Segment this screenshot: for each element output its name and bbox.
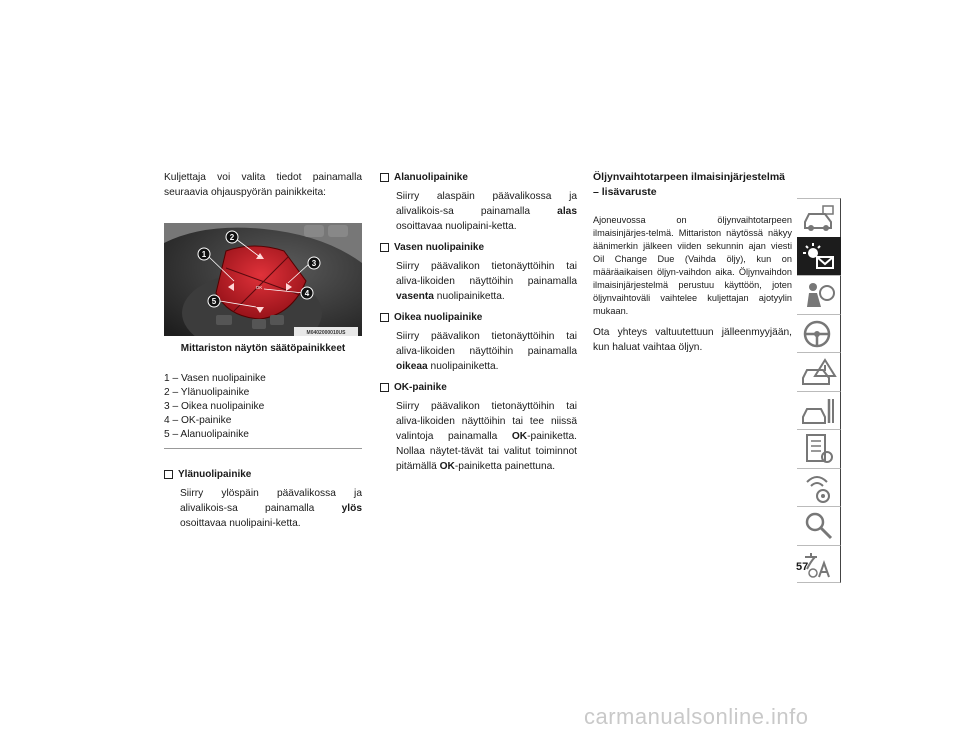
page-number: 57: [796, 561, 809, 573]
marker-3: 3: [311, 259, 317, 268]
tab-multimedia[interactable]: [797, 468, 841, 507]
checkbox-bullet-icon: [380, 383, 389, 392]
marker-5: 5: [211, 297, 217, 306]
legend-item: 2 – Ylänuolipainike: [164, 387, 250, 398]
column-left: [164, 170, 362, 537]
dealer-paragraph: Ota yhteys valtuutettuun jälleenmyyjään, kun haluat vaihtaa öljyn.: [593, 327, 792, 353]
tab-emergency[interactable]: [797, 352, 841, 391]
legend-item: 5 – Alanuolipainike: [164, 429, 249, 440]
airbag-icon: [801, 279, 837, 311]
tab-specs[interactable]: [797, 429, 841, 468]
multimedia-icon: [801, 472, 837, 504]
checkbox-bullet-icon: [380, 173, 389, 182]
column-middle: [380, 170, 577, 480]
tab-car-info[interactable]: [797, 198, 841, 237]
checkbox-bullet-icon: [380, 313, 389, 322]
entry-up-button: [164, 467, 362, 531]
steering-wheel-controls-illustration: [164, 223, 362, 336]
intro-text: Kuljettaja voi valita tiedot painamalla seuraavia ohjauspyörän painikkeita:: [164, 172, 362, 198]
steering-icon: [801, 318, 837, 350]
entry-title: Alanuolipainike: [394, 172, 468, 183]
car-info-icon: [801, 202, 837, 234]
tab-steering[interactable]: [797, 314, 841, 353]
entry-body: Siirry päävalikon tietonäyttöihin tai aliva-likoiden näyttöihin tai tee niissä valintoja painamalla OK-painiketta. Nollaa näytet-tävät tai valitut toiminnot pitämällä OK-painiketta painettuna.: [396, 401, 577, 472]
entry-body: Siirry päävalikon tietonäyttöihin tai aliva-likoiden näyttöihin painamalla vasenta nuolipainiketta.: [396, 261, 577, 302]
chapter-nav-rail: [797, 198, 841, 583]
oil-change-paragraph: Ajoneuvossa on öljynvaihtotarpeen ilmaisinjärjes-telmä. Mittariston näytössä näkyy äänimerkin jälkeen viiden sekunnin ajan viesti Oil Change Due (Vaihda öljy), kun on määräaikaisen öljyn-vaihdon aika. Öljynvaihdon ilmaisinjärjestelmä perustuu käyttöön, joten öljynvaihtoväli vaihtelee kuljettajan ajotyylin mukaan.: [593, 215, 792, 316]
figure-caption: Mittariston näytön säätöpainikkeet: [180, 343, 346, 354]
entry-title: OK-painike: [394, 382, 447, 393]
marker-2: 2: [229, 233, 235, 242]
legend-item: 1 – Vasen nuolipainike: [164, 373, 266, 384]
legend-item: 4 – OK-painike: [164, 415, 232, 426]
tab-airbag[interactable]: [797, 275, 841, 314]
entry-body: Siirry päävalikon tietonäyttöihin tai aliva-likoiden näyttöihin painamalla oikeaa nuolipainiketta.: [396, 331, 577, 372]
legend-item: 3 – Oikea nuolipainike: [164, 401, 265, 412]
entry-left-button: [380, 240, 577, 304]
watermark-text: carmanualsonline.info: [584, 704, 809, 729]
checkbox-bullet-icon: [380, 243, 389, 252]
figure-code: M0402000010US: [306, 330, 346, 336]
steering-wheel-photo: [164, 223, 362, 336]
service-icon: [801, 395, 837, 427]
entry-title: Vasen nuolipainike: [394, 242, 485, 253]
specs-icon: [801, 433, 837, 465]
warning-lights-icon: [801, 241, 837, 273]
entry-title: Oikea nuolipainike: [394, 312, 483, 323]
tab-warning-lights[interactable]: [797, 237, 841, 276]
emergency-icon: [801, 356, 837, 388]
index-icon: [801, 510, 837, 542]
marker-4: 4: [304, 289, 310, 298]
divider: [164, 448, 362, 449]
section-heading: Öljynvaihtotarpeen ilmaisinjärjestelmä – lisävaruste: [593, 171, 785, 198]
entry-ok-button: [380, 380, 577, 474]
entry-title: Ylänuolipainike: [178, 469, 252, 480]
tab-service[interactable]: [797, 391, 841, 430]
entry-body: Siirry alaspäin päävalikossa ja alivalikois-sa painamalla alas osoittavaa nuolipaini-ketta.: [396, 191, 577, 232]
ok-label: OK: [255, 285, 263, 290]
checkbox-bullet-icon: [164, 470, 173, 479]
entry-body: Siirry ylöspäin päävalikossa ja alivalikois-sa painamalla ylös osoittavaa nuolipaini-ketta.: [180, 488, 362, 529]
tab-index[interactable]: [797, 506, 841, 545]
entry-down-button: [380, 170, 577, 234]
marker-1: 1: [201, 250, 207, 259]
legend-list: [164, 372, 362, 442]
column-right: [593, 170, 792, 355]
entry-right-button: [380, 310, 577, 374]
